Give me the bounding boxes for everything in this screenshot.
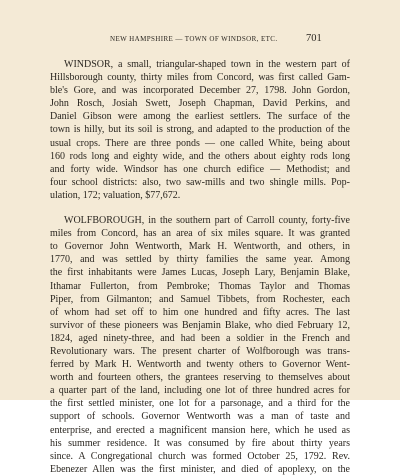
- page-number: 701: [306, 33, 322, 44]
- text-line: since. A Congregational church was formed October 25, 1792. Rev.: [50, 450, 350, 462]
- text-line: Revolutionary wars. The present charter of Wolfborough was trans-: [50, 345, 350, 357]
- text-line: WINDSOR, a small, triangular-shaped town in the western part of: [64, 59, 350, 70]
- text-line: John Rosch, Josiah Swett, Joseph Chapman, David Perkins, and: [50, 98, 350, 110]
- text-line: miles from Concord, has an area of six miles square. It was granted: [50, 228, 350, 240]
- text-line: Daniel Gibson were among the earliest settlers. The surface of the: [50, 111, 350, 123]
- text-line: 1824, aged ninety-three, and had been a soldier in the French and: [50, 332, 350, 344]
- running-header: NEW HAMPSHIRE — TOWN OF WINDSOR, ETC.: [110, 35, 278, 43]
- text-line: usual crops. There are three ponds — one called White, being about: [50, 137, 350, 149]
- text-line: support of schools. Governor Wentworth was a man of taste and: [50, 411, 350, 423]
- text-line: WOLFBOROUGH, in the southern part of Carroll county, forty-five: [64, 215, 350, 227]
- text-line: Ebenezer Allen was the first minister, and died of apoplexy, on the: [50, 463, 350, 475]
- text-line: ferred by Mark H. Wentworth and twenty others to Governor Went-: [50, 359, 350, 371]
- body-text: [50, 58, 350, 476]
- text-line: his summer residence. It was consumed by fire about thirty years: [50, 437, 350, 449]
- text-line: to Governor John Wentworth, Mark H. Wentworth, and others, in: [50, 241, 350, 253]
- text-line: ble's Gore, and was incorporated December 27, 1798. John Gordon,: [50, 85, 350, 97]
- text-line: the first settled minister, one lot for a parsonage, and a third for the: [50, 398, 350, 410]
- text-line: and forty wide. Windsor has one church edifice — Methodist; and: [50, 163, 350, 175]
- text-line: of whom had set off to him one hundred and fifty acres. The last: [50, 306, 350, 318]
- text-line: 1770, and was settled by thirty families the same year. Among: [50, 254, 350, 266]
- paragraph-windsor: [50, 58, 350, 202]
- text-line: a quarter part of the land, including one lot of three hundred acres for: [50, 385, 350, 397]
- text-line: Piper, from Gilmanton; and Samuel Tibbets, from Rochester, each: [50, 293, 350, 305]
- text-line: 160 rods long and eighty wide, and the others about eighty rods long: [50, 150, 350, 162]
- text-line: Ithamar Fullerton, from Pembroke; Thomas Taylor and Thomas: [50, 280, 350, 292]
- text-line: ulation, 172; valuation, $77,672.: [50, 189, 181, 201]
- text-line: Hillsborough county, thirty miles from Concord, was first called Gam-: [50, 72, 350, 84]
- paragraph-gap: [50, 202, 350, 214]
- text-line: town is hilly, but its soil is strong, and adapted to the production of the: [50, 124, 350, 136]
- text-line: worth and fourteen others, the grantees reserving to themselves about: [50, 372, 350, 384]
- text-line: the first inhabitants were James Lucas, Joseph Lary, Benjamin Blake,: [50, 267, 350, 279]
- text-line: enterprise, and erected a magnificent mansion here, which he used as: [50, 424, 350, 436]
- paragraph-wolfborough: [50, 214, 350, 476]
- text-line: four school districts: also, two saw-mills and two shingle mills. Pop-: [50, 176, 350, 188]
- text-line: survivor of these pioneers was Benjamin Blake, who died February 12,: [50, 319, 350, 331]
